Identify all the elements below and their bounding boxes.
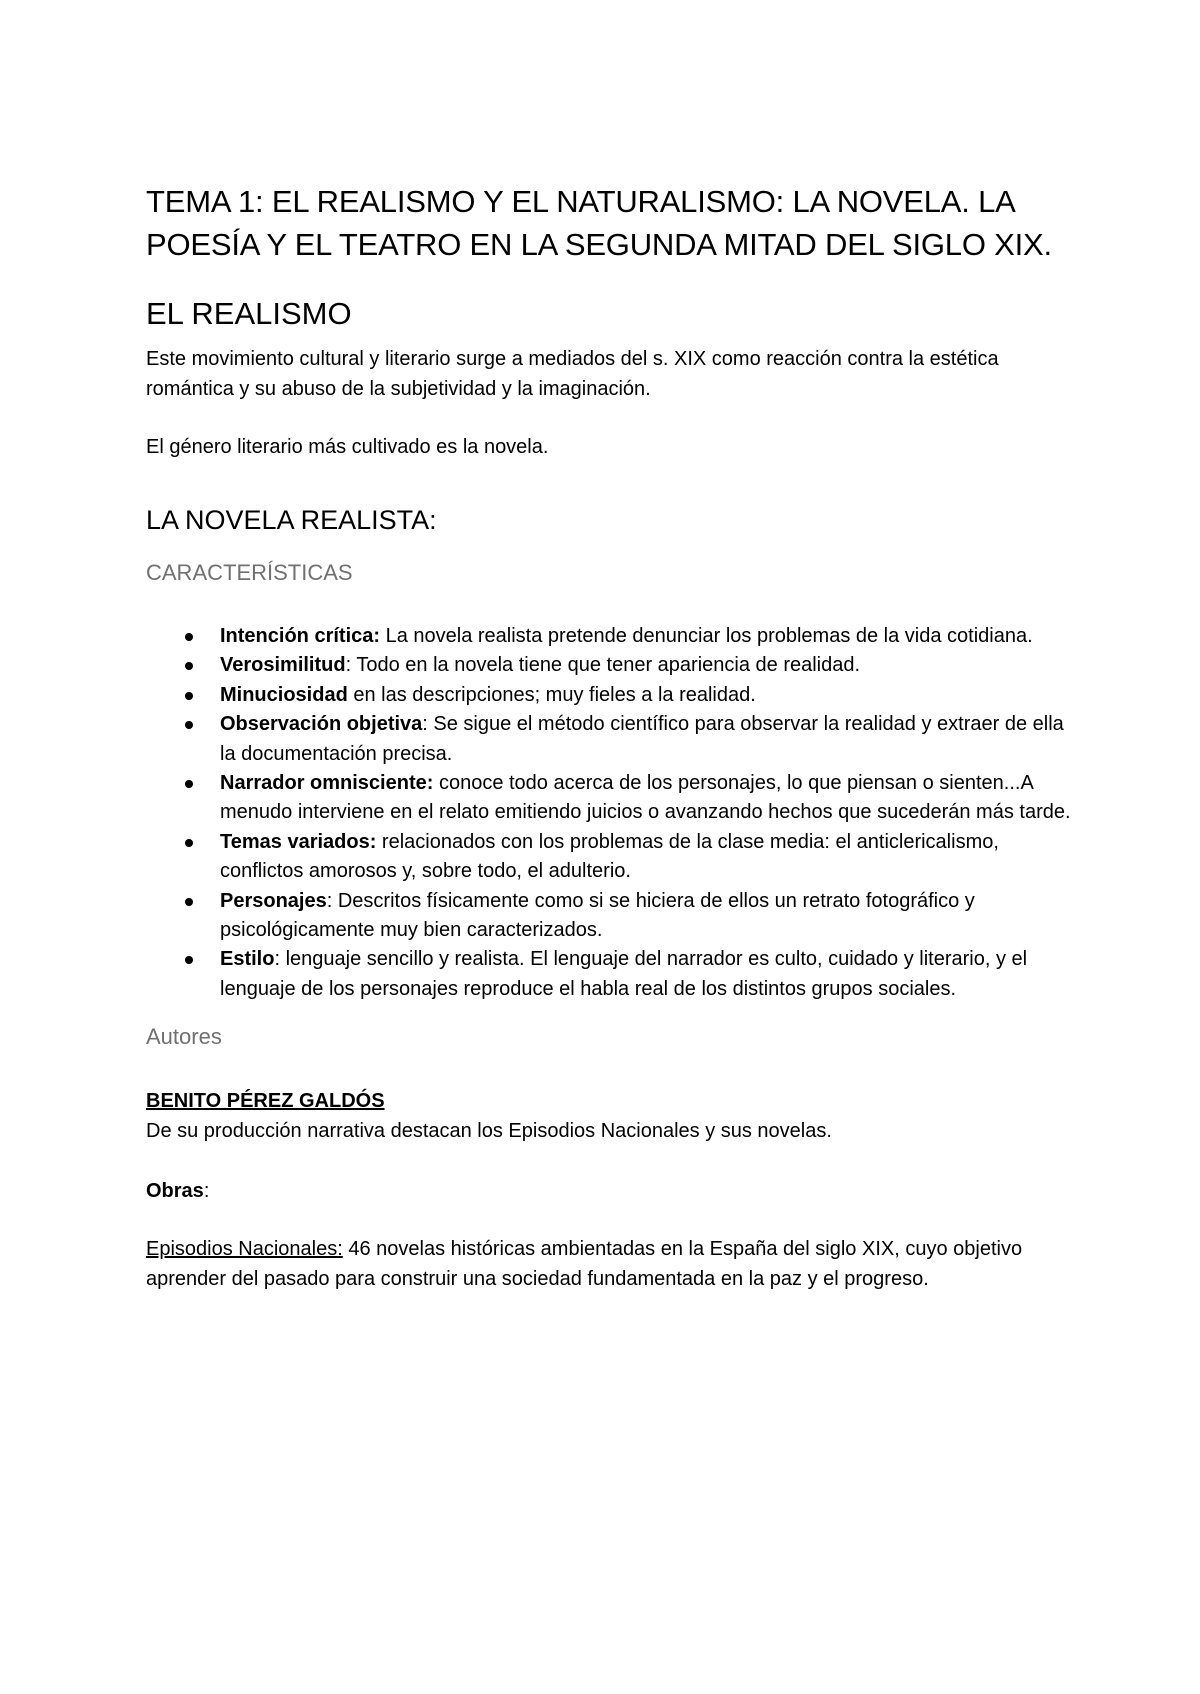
bullet-icon — [185, 633, 193, 641]
list-item-term: Intención crítica: — [220, 625, 381, 647]
episodios-paragraph — [146, 1234, 1080, 1294]
document-title: TEMA 1: EL REALISMO Y EL NATURALISMO: LA NOVELA. LA POESÍA Y EL TEATRO EN LA SEGUNDA MITAD DEL SIGLO XIX. — [146, 184, 1052, 262]
list-item — [220, 769, 1080, 828]
list-item-text: : Todo en la novela tiene que tener apariencia de realidad. — [345, 654, 861, 677]
list-item — [220, 945, 1080, 1004]
author-name-galdos: BENITO PÉREZ GALDÓS — [146, 1090, 385, 1113]
episodios-title: Episodios Nacionales: — [146, 1238, 343, 1261]
obras-label-colon: : — [203, 1180, 210, 1203]
bullet-icon — [185, 721, 193, 729]
realismo-paragraph-1: Este movimiento cultural y literario surge a mediados del s. XIX como reacción contra la estética romántica y su abuso de la subjetividad y la imaginación. — [146, 348, 999, 400]
bullet-icon — [185, 780, 193, 788]
episodios-text: 46 novelas históricas ambientadas en la España del siglo XIX, cuyo objetivo aprender del pasado para construir una sociedad fundamentada en la paz y el progreso. — [146, 1238, 1023, 1291]
list-item-term: Narrador omnisciente: — [220, 772, 434, 795]
list-item-text: relacionados con los problemas de la clase media: el anticlericalismo, conflictos amorosos y, sobre todo, el adulterio. — [220, 830, 999, 883]
list-item — [220, 651, 1080, 680]
galdos-intro: De su producción narrativa destacan los Episodios Nacionales y sus novelas. — [146, 1120, 832, 1143]
bullet-icon — [185, 662, 193, 670]
list-item-text: : lenguaje sencillo y realista. El lenguaje del narrador es culto, cuidado y literario, y el lenguaje de los personajes reproduce el habla real de los distintos grupos sociales. — [220, 948, 1028, 1000]
list-item-text: : Se sigue el método científico para observar la realidad y extraer de ella la documentación precisa. — [220, 713, 1064, 765]
caracteristicas-list — [146, 622, 1080, 1004]
section-heading-realismo: EL REALISMO — [146, 296, 352, 331]
list-item-term: Personajes — [220, 889, 327, 912]
list-item — [220, 887, 1080, 946]
list-item — [220, 710, 1080, 769]
list-item — [220, 681, 1080, 710]
list-item-text: conoce todo acerca de los personajes, lo que piensan o sienten...A menudo interviene en el relato emitiendo juicios o avanzando hechos que sucederán más tarde. — [220, 772, 1071, 824]
bullet-icon — [185, 839, 193, 847]
subheading-caracteristicas: CARACTERÍSTICAS — [146, 560, 353, 585]
list-item-text: La novela realista pretende denunciar los problemas de la vida cotidiana. — [380, 625, 1033, 647]
bullet-icon — [185, 692, 193, 700]
list-item-text: en las descripciones; muy fieles a la realidad. — [347, 683, 756, 706]
bullet-icon — [185, 956, 193, 964]
list-item — [220, 622, 1080, 651]
list-item-term: Observación objetiva — [220, 713, 423, 736]
list-item-term: Minuciosidad — [220, 683, 348, 706]
list-item-term: Temas variados: — [220, 830, 377, 853]
subheading-autores: Autores — [146, 1024, 222, 1050]
list-item-term: Verosimilitud — [220, 654, 346, 677]
list-item — [220, 828, 1080, 887]
list-item-text: : Descritos físicamente como si se hiciera de ellos un retrato fotográfico y psicológicamente muy bien caracterizados. — [220, 889, 975, 942]
obras-label — [146, 1176, 1080, 1206]
obras-label-text: Obras — [146, 1180, 204, 1203]
list-item-term: Estilo — [220, 948, 275, 971]
bullet-icon — [185, 898, 193, 906]
realismo-paragraph-2: El género literario más cultivado es la novela. — [146, 436, 549, 458]
section-heading-novela-realista: LA NOVELA REALISTA: — [146, 505, 437, 535]
